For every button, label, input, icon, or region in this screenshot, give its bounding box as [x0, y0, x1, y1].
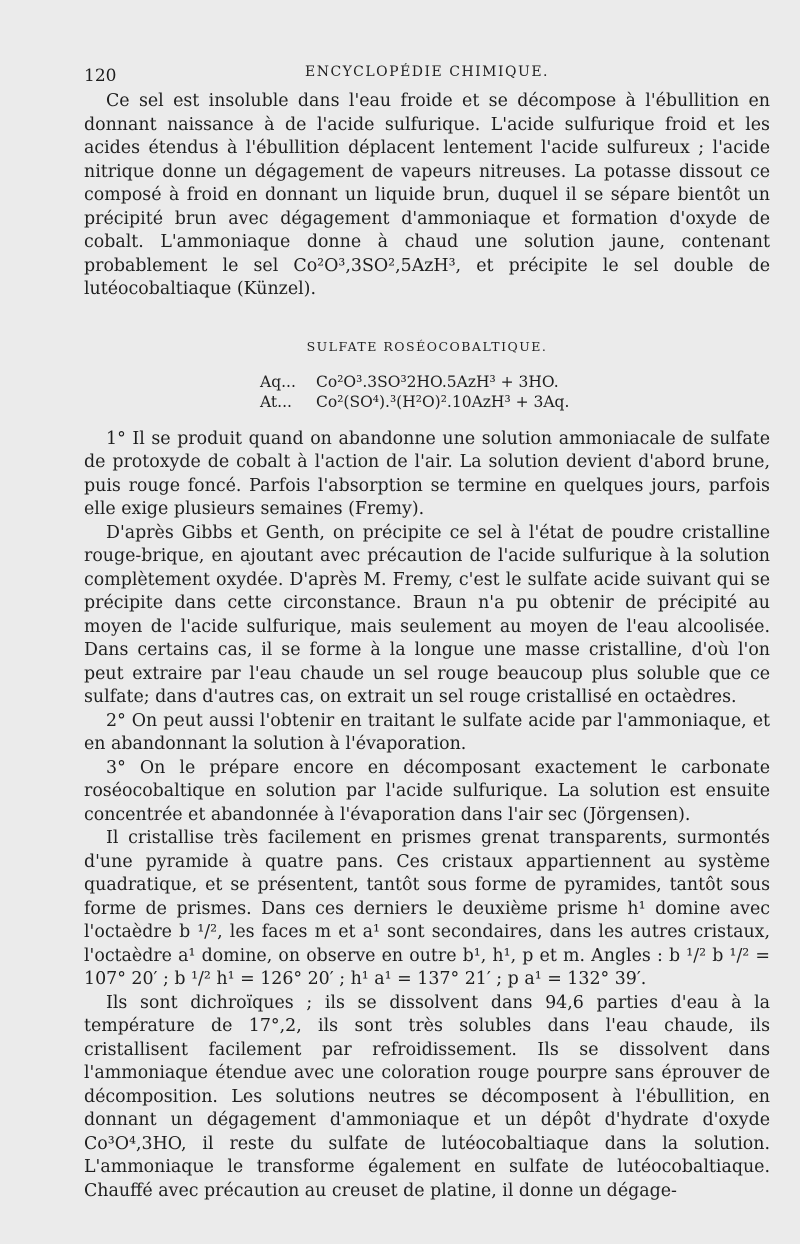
formula-label: Aq...	[260, 372, 296, 391]
running-title: ENCYCLOPÉDIE CHIMIQUE.	[305, 64, 549, 80]
formula-line-at	[260, 392, 770, 412]
paragraph-preparation-2: 2° On peut aussi l'obtenir en traitant le sulfate acide par l'ammoniaque, et en abandonnant la solution à l'évaporation.	[84, 710, 770, 754]
formula-block	[260, 372, 770, 412]
paragraph-crystallization: Il cristallise très facilement en prismes grenat transparents, surmontés d'une pyramide à quatre pans. Ces cristaux appartiennent au système quadratique, et se présentent, tantôt sous forme de pyramides, tantôt sous forme de prismes. Dans ces derniers le deuxième prisme h¹ domine avec l'octaèdre b ¹/², les faces m et a¹ sont secondaires, dans les autres cristaux, l'octaèdre a¹ domine, on observe en outre b¹, h¹, p et m. Angles : b ¹/² b ¹/² = 107° 20′ ; b ¹/² h¹ = 126° 20′ ; h¹ a¹ = 137° 21′ ; p a¹ = 132° 39′.	[84, 828, 770, 989]
page-number: 120	[84, 66, 117, 86]
formula-label: At...	[260, 392, 292, 411]
paragraph-preparation-3: 3° On le prépare encore en décomposant exactement le carbonate roséocobaltique en solution par l'acide sulfurique. La solution est ensuite concentrée et abandonnée à l'évaporation dans l'air sec (Jörgensen).	[84, 757, 770, 825]
intro-paragraph: Ce sel est insoluble dans l'eau froide et se décompose à l'ébullition en donnant naissance à de l'acide sulfurique. L'acide sulfurique froid et les acides étendus à l'ébullition déplacent lentement l'acide sulfureux ; l'acide nitrique donne un dégagement de vapeurs nitreuses. La potasse dissout ce composé à froid en donnant un liquide brun, duquel il se sépare bientôt un précipité brun avec dégagement d'ammoniaque et formation d'oxyde de cobalt. L'ammoniaque donne à chaud une solution jaune, contenant probablement le sel Co²O³,3SO²,5AzH³, et précipite le sel double de lutéocobaltiaque (Künzel).	[84, 91, 770, 299]
formula-line-aq	[260, 372, 770, 392]
page-header	[84, 56, 770, 90]
formula-text: Co²O³.3SO³2HO.5AzH³ + 3HO.	[316, 372, 559, 391]
formula-text: Co²(SO⁴).³(H²O)².10AzH³ + 3Aq.	[316, 392, 570, 411]
paragraph-gibbs-genth: D'après Gibbs et Genth, on précipite ce sel à l'état de poudre cristalline rouge-brique, en ajoutant avec précaution de l'acide sulfurique à la solution complètement oxydée. D'après M. Fremy, c'est le sulfate acide suivant qui se précipite dans cette circonstance. Braun n'a pu obtenir de précipité au moyen de l'acide sulfurique, mais seulement au moyen de l'eau alcoolisée. Dans certains cas, il se forme à la longue une masse cristalline, d'où l'on peut extraire par l'eau chaude un sel rouge beaucoup plus soluble que ce sulfate; dans d'autres cas, on extrait un sel rouge cristallisé en octaèdres.	[84, 522, 770, 707]
section-title: SULFATE ROSÉOCOBALTIQUE.	[306, 338, 548, 354]
paragraph-preparation-1: 1° Il se produit quand on abandonne une solution ammoniacale de sulfate de protoxyde de cobalt à l'action de l'air. La solution devient d'abord brune, puis rouge foncé. Parfois l'absorption se termine en quelques jours, parfois elle exige plusieurs semaines (Fremy).	[84, 428, 770, 519]
document-page	[84, 56, 770, 1236]
paragraph-properties: Ils sont dichroïques ; ils se dissolvent dans 94,6 parties d'eau à la température de 17°,2, ils sont très solubles dans l'eau chaude, ils cristallisent facilement par refroidissement. Ils se dissolvent dans l'ammoniaque étendue avec une coloration rouge pourpre sans éprouver de décomposition. Les solutions neutres se décomposent à l'ébullition, en donnant un dégagement d'ammoniaque et un dépôt d'hydrate d'oxyde Co³O⁴,3HO, il reste du sulfate de lutéocobaltiaque dans la solution. L'ammoniaque le transforme également en sulfate de lutéocobaltiaque. Chauffé avec précaution au creuset de platine, il donne un dégage-	[84, 992, 770, 1201]
